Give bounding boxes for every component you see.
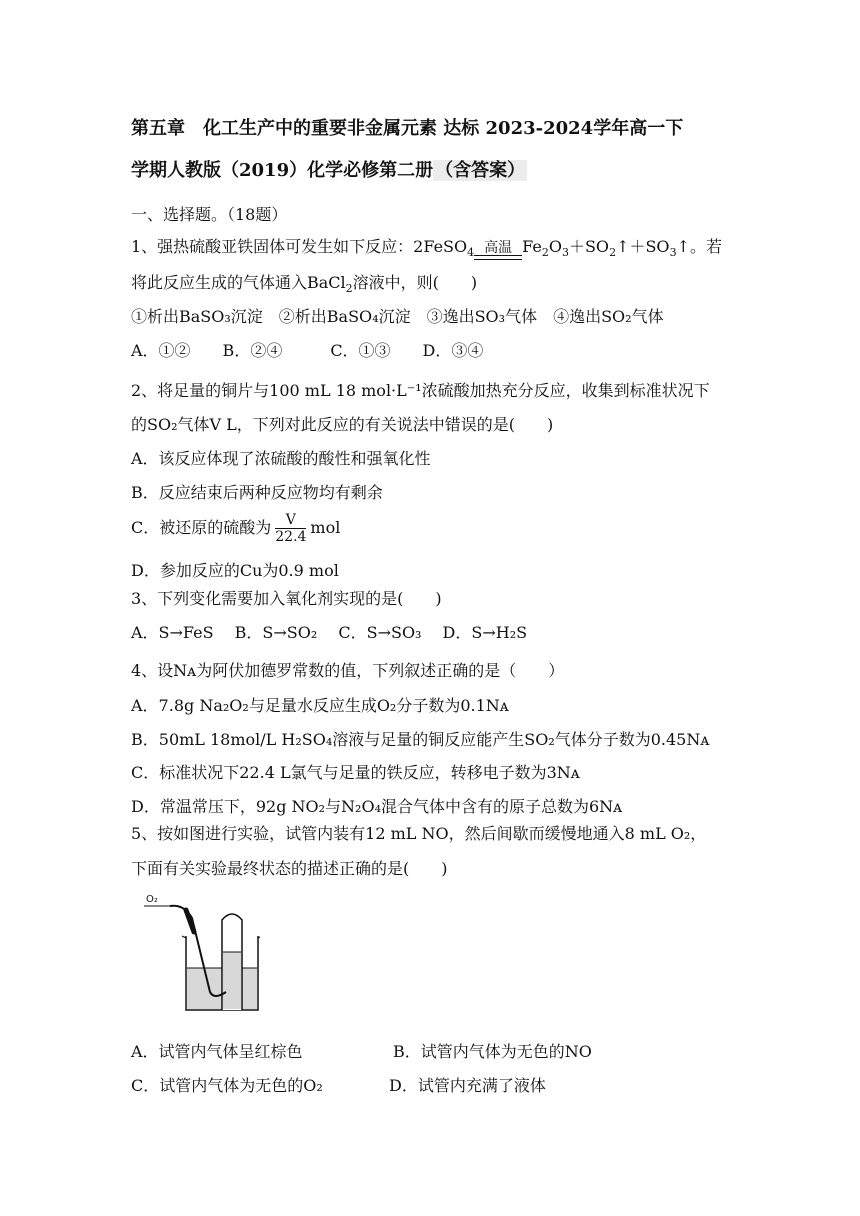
q2-option-c (131, 512, 340, 545)
q2-option-a: A．该反应体现了浓硫酸的酸性和强氧化性 (131, 449, 431, 468)
q4-option-a: A．7.8g Na₂O₂与足量水反应生成O₂分子数为0.1Nᴀ (131, 696, 509, 715)
q5-option-c: C．试管内气体为无色的O₂ (131, 1076, 323, 1095)
reaction-condition (474, 241, 522, 260)
tube-liquid (223, 952, 241, 1009)
q1-text: ↑＋SO (616, 237, 670, 256)
q1-text: 将此反应生成的气体通入BaCl (131, 273, 346, 292)
q1-options: A．①② B．②④ C．①③ D．③④ (131, 341, 484, 360)
q1-text: O (548, 237, 562, 256)
q5-line-2: 下面有关实验最终状态的描述正确的是( ) (131, 859, 448, 878)
fraction-denominator: 22.4 (275, 529, 307, 545)
q4-line-1: 4、设Nᴀ为阿伏加德罗常数的值，下列叙述正确的是（ ） (131, 661, 565, 680)
q1-text: 溶液中，则( ) (352, 273, 478, 292)
q4-option-d: D．常温常压下，92g NO₂与N₂O₄混合气体中含有的原子总数为6Nᴀ (131, 797, 623, 816)
section-heading: 一、选择题。（18题） (131, 205, 288, 224)
subscript: 2 (345, 282, 353, 296)
q1-line-3: ①析出BaSO₃沉淀 ②析出BaSO₄沉淀 ③逸出SO₃气体 ④逸出SO₂气体 (131, 307, 664, 326)
title-line-2-main: 学期人教版（2019）化学必修第二册 (131, 160, 434, 181)
fraction-numerator: V (275, 512, 306, 529)
option-text: mol (310, 518, 341, 537)
q5-option-a: A．试管内气体呈红棕色 (131, 1042, 303, 1061)
q2-line-2: 的SO₂气体V L，下列对此反应的有关说法中错误的是( ) (131, 415, 554, 434)
option-text: C．被还原的硫酸为 (131, 518, 272, 537)
subscript: 3 (669, 246, 677, 260)
title-answer-note: （含答案） (435, 160, 526, 181)
q4-option-b: B．50mL 18mol/L H₂SO₄溶液与足量的铜反应能产生SO₂气体分子数为0.45Nᴀ (131, 730, 710, 749)
q2-option-d: D．参加反应的Cu为0.9 mol (131, 561, 339, 580)
q5-line-1: 5、按如图进行实验，试管内装有12 mL NO，然后间歇而缓慢地通入8 mL O₂， (131, 824, 707, 843)
q1-line-1 (131, 236, 722, 260)
subscript: 2 (541, 246, 549, 260)
q2-option-b: B．反应结束后两种反应物均有剩余 (131, 483, 383, 502)
q3-options: A．S→FeS B．S→SO₂ C．S→SO₃ D．S→H₂S (131, 623, 528, 642)
subscript: 3 (561, 246, 569, 260)
experiment-diagram (140, 888, 260, 1018)
o2-label: O₂ (146, 894, 158, 905)
subscript: 4 (467, 246, 475, 260)
q5-option-d: D．试管内充满了液体 (389, 1076, 546, 1095)
q1-text: ↑。若 (676, 237, 722, 256)
q1-line-2 (131, 272, 477, 294)
condition-label: 高温 (484, 240, 513, 256)
q1-text: ＋SO (568, 237, 610, 256)
document-title-line-2 (131, 160, 527, 182)
q5-option-b: B．试管内气体为无色的NO (393, 1042, 592, 1061)
fraction (275, 512, 306, 545)
q1-text: 1、强热硫酸亚铁固体可发生如下反应：2FeSO (131, 237, 468, 256)
subscript: 2 (609, 246, 617, 260)
q1-text: Fe (522, 237, 542, 256)
document-title-line-1: 第五章 化工生产中的重要非金属元素 达标 2023-2024学年高一下 (131, 118, 684, 139)
q4-option-c: C．标准状况下22.4 L氯气与足量的铁反应，转移电子数为3Nᴀ (131, 763, 580, 782)
q3-line-1: 3、下列变化需要加入氧化剂实现的是( ) (131, 589, 442, 608)
q2-line-1: 2、将足量的铜片与100 mL 18 mol·L⁻¹浓硫酸加热充分反应，收集到标准状况下 (131, 381, 710, 400)
